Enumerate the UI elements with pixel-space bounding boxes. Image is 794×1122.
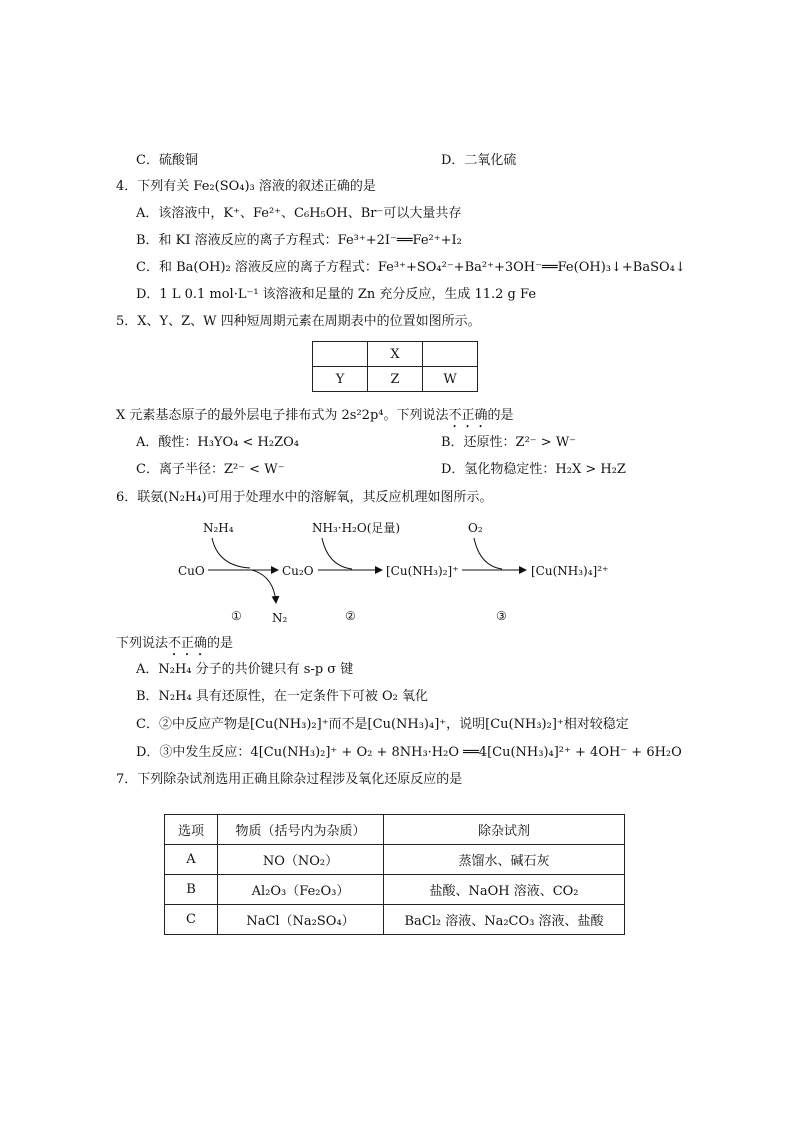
q7-stem: 7．下列除杂试剂选用正确且除杂过程涉及氧化还原反应的是 (116, 772, 463, 787)
q5-option-a: A．酸性：H₃YO₄ < H₂ZO₄ (136, 435, 299, 450)
cell-z: Z (368, 367, 423, 392)
table-header-row (165, 815, 625, 845)
q4-option-a: A．该溶液中，K⁺、Fe²⁺、C₆H₅OH、Br⁻可以大量共存 (136, 206, 462, 221)
table-row: C NaCl（Na₂SO₄） BaCl₂ 溶液、Na₂CO₃ 溶液、盐酸 (165, 905, 625, 935)
header-substance: 物质（括号内为杂质） (218, 815, 384, 845)
arrow-n2h4-in (212, 538, 250, 568)
step-3-label: ③ (496, 609, 507, 623)
q4-option-c: C．和 Ba(OH)₂ 溶液反应的离子方程式：Fe³⁺+SO₄²⁻+Ba²⁺+3OH⁻══Fe(OH)₃↓+BaSO₄↓ (136, 260, 686, 275)
arrow-nh3-in (322, 538, 352, 569)
q4-stem: 4．下列有关 Fe₂(SO₄)₃ 溶液的叙述正确的是 (116, 179, 376, 194)
label-cuo: CuO (178, 564, 205, 578)
label-cu2o: Cu₂O (282, 564, 314, 578)
cell-x: X (368, 342, 423, 367)
q6-stem: 6．联氨(N₂H₄)可用于处理水中的溶解氧，其反应机理如图所示。 (116, 490, 493, 505)
q6-option-d: D．③中发生反应：4[Cu(NH₃)₂]⁺ + O₂ + 8NH₃·H₂O ══4[Cu(NH₃)₄]²⁺ + 4OH⁻ + 6H₂O (136, 745, 682, 760)
cell-w: W (423, 367, 478, 392)
label-n2h4: N₂H₄ (203, 521, 234, 535)
q5-option-c: C．离子半径：Z²⁻ < W⁻ (136, 462, 285, 477)
q5-option-d: D．氢化物稳定性：H₂X > H₂Z (441, 462, 626, 477)
q4-option-d: D．1 L 0.1 mol·L⁻¹ 该溶液和足量的 Zn 充分反应，生成 11.2 g Fe (136, 287, 537, 302)
label-n2: N₂ (272, 611, 288, 625)
arrow-n2-out (252, 570, 276, 603)
header-option: 选项 (165, 815, 218, 845)
label-nh3-h2o: NH₃·H₂O(足量) (312, 521, 401, 535)
q4-option-b: B．和 KI 溶液反应的离子方程式：Fe³⁺+2I⁻══Fe²⁺+I₂ (136, 233, 462, 248)
header-reagent: 除杂试剂 (384, 815, 625, 845)
q7-options-table (164, 814, 625, 935)
emphasis-not-correct: 不正确 (448, 408, 488, 423)
emphasis-not-correct: 不正确 (168, 636, 208, 651)
q5-stem: 5．X、Y、Z、W 四种短周期元素在周期表中的位置如图所示。 (116, 314, 481, 329)
q6-option-a: A．N₂H₄ 分子的共价键只有 s-p σ 键 (136, 662, 354, 677)
table-row: A NO（NO₂） 蒸馏水、碱石灰 (165, 845, 625, 875)
step-1-label: ① (231, 609, 242, 623)
table-row: B Al₂O₃（Fe₂O₃） 盐酸、NaOH 溶液、CO₂ (165, 875, 625, 905)
q6-option-c: C．②中反应产物是[Cu(NH₃)₂]⁺而不是[Cu(NH₃)₄]⁺，说明[Cu(NH₃)₂]⁺相对较稳定 (136, 717, 629, 732)
q6-description: 下列说法不正确的是 (116, 636, 234, 651)
label-cu-nh3-4: [Cu(NH₃)₄]²⁺ (531, 564, 609, 578)
step-2-label: ② (345, 609, 356, 623)
q5-description: X 元素基态原子的最外层电子排布式为 2s²2p⁴。下列说法不正确的是 (116, 408, 514, 423)
label-o2: O₂ (468, 521, 483, 535)
q6-option-b: B．N₂H₄ 具有还原性，在一定条件下可被 O₂ 氧化 (136, 689, 428, 704)
q3-option-c: C．硫酸铜 (136, 153, 198, 168)
label-cu-nh3-2: [Cu(NH₃)₂]⁺ (386, 564, 459, 578)
cell-y: Y (313, 367, 368, 392)
q5-option-b: B．还原性：Z²⁻ > W⁻ (441, 435, 577, 450)
q3-option-d: D．二氧化硫 (441, 153, 517, 168)
arrow-o2-in (474, 538, 502, 569)
